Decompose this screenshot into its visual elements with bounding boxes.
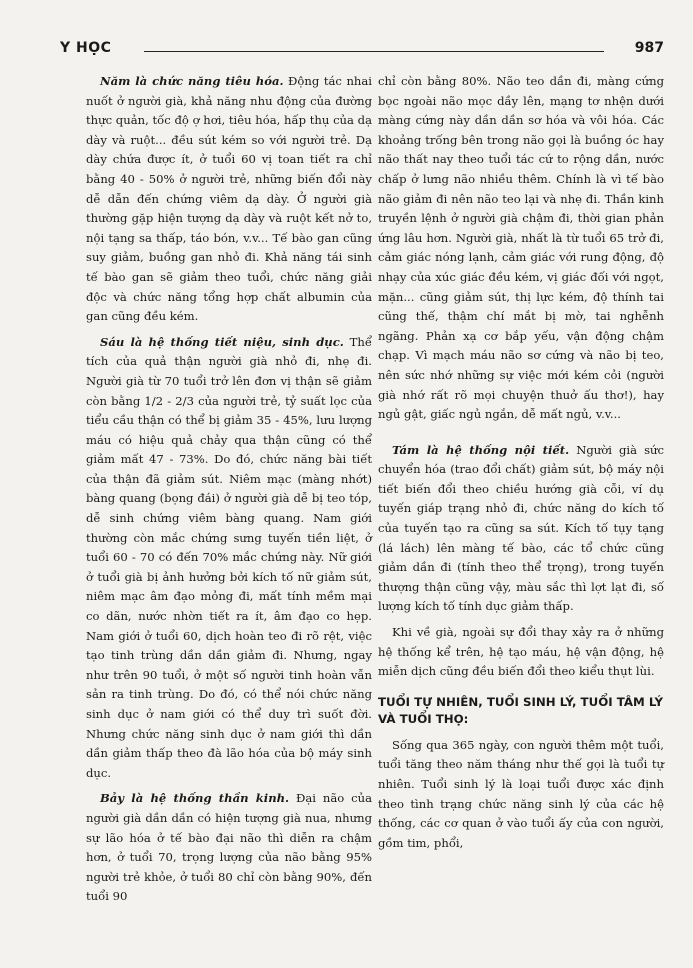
page-header [60,40,664,62]
paragraph-lead: Sáu là hệ thống tiết niệu, sinh dục. [100,334,344,349]
paragraph-body: Thể tích của quả thận người già nhỏ đi, nhẹ đi. Người già từ 70 tuổi trở lên đơn vị thận sẽ giảm còn bằng 1/2 - 2/3 của người trẻ, tỷ suất lọc của tiểu cầu thận có thể bị giảm 35 - 45%, lưu lượng máu có hiệu quả chảy qua thận cũng có thể giảm mất 47 - 73%. Do đó, chức năng bài tiết của thận đã giảm sút. Niêm mạc (màng nhớt) bàng quang (bọng đái) ở người già dễ bị teo tóp, dễ sinh chứng viêm bàng quang. Nam giới thường còn mắc chứng sưng tuyến tiền liệt, ở tuổi 60 - 70 có đến 70% mắc chứng này. Nữ giới ở tuổi già bị ảnh hưởng bởi kích tố nữ giảm sút, niêm mạc âm đạo mỏng đi, mất tính mềm mại co dãn, nước nhờn tiết ra ít, âm đạo co hẹp. Nam giới ở tuổi 60, dịch hoàn teo đi rõ rệt, việc tạo tinh trùng dần dần giảm đi. Nhưng, ngay như trên 90 tuổi, ở một số người tinh hoàn vẫn sản ra tinh trùng. Do đó, có thể nói chức năng sinh dục ở nam giới có thể duy trì suốt đời. Nhưng chức năng sinh dục ở nam giới thì dần dần giảm thấp theo đà lão hóa của bộ máy sinh dục. [86,334,372,780]
right-column [378,72,664,853]
paragraph-lead: Bảy là hệ thống thần kinh. [100,791,290,806]
left-column [86,72,372,907]
running-head-title: Y HỌC [60,40,112,56]
paragraph-urinary [86,333,372,784]
paragraph-body: Động tác nhai nuốt ở người già, khả năng nhu động của đường thực quản, tốc độ ợ hơi, tiêu hóa, hấp thụ của dạ dày và ruột... đều sút kém so với người trẻ. Dạ dày chứa được ít, ở tuổi 60 vị toan tiết ra chỉ bằng 40 - 50% ở người trẻ, những biến đổi này dễ dẫn đến chứng viêm dạ dày. Ở người già thường gặp hiện tượng dạ dày và ruột kết nở to, nội tạng sa thấp, táo bón, v.v... Tế bào gan cũng suy giảm, buồng gan nhỏ đi. Khả năng tái sinh tế bào gan sẽ giảm theo tuổi, chức năng giải độc và chức năng tổng hợp chất albumin của gan cũng đều kém. [86,74,372,324]
paragraph-endocrine [378,441,664,617]
section-heading: TUỔI TỰ NHIÊN, TUỔI SINH LÝ, TUỔI TÂM LÝ VÀ TUỔI THỌ: [378,694,664,726]
paragraph-other-systems [378,623,664,682]
paragraph-body: chỉ còn bằng 80%. Não teo dần đi, màng cứng bọc ngoài não mọc dầy lên, mạng tơ nhện dưới màng cứng này dần dần sơ hóa và vôi hóa. Các khoảng trống bên trong não gọi là buồng óc hay não thất nay theo tuổi tác cứ to rộng dần, nước chấp ở lưng não nhiều thêm. Chính là vì tế bào não giảm đi nên não teo lại và nhẹ đi. Thần kinh truyền lệnh ở người già chậm đi, thời gian phản ứng lâu hơn. Người già, nhất là từ tuổi 65 trở đi, cảm giác nóng lạnh, cảm giác với rung động, độ nhạy của xúc giác đều kém, vị giác đối với ngọt, mặn... cũng giảm sút, thị lực kém, độ thính tai cũng thế, thậm chí mắt bị mờ, tai nghễnh ngãng. Phản xạ cơ bắp yếu, vận động chậm chạp. Vì mạch máu não sơ cứng và não bị teo, nên sức nhớ những sự việc mới kém cỏi (người già nhớ rất rõ mọi chuyện thuở ấu thơ!), hay ngủ gật, giấc ngủ ngắn, dễ mất ngủ, v.v... [378,74,664,422]
paragraph-natural-age [378,736,664,854]
paragraph-digestion [86,72,372,327]
paragraph-nervous [86,789,372,907]
paragraph-body: Đại não của người già dần dần có hiện tượng già nua, nhưng sự lão hóa ở tế bào đại não thì diễn ra chậm hơn, ở tuổi 70, trọng lượng của não bằng 95% người trẻ khỏe, ở tuổi 80 chỉ còn bằng 90%, đến tuổi 90 [86,791,372,904]
paragraph-body: Sống qua 365 ngày, con người thêm một tuổi, tuổi tăng theo năm tháng như thế gọi là tuổi tự nhiên. Tuổi sinh lý là loại tuổi được xác định theo tình trạng chức năng sinh lý của các hệ thống, các cơ quan ở vào tuổi ấy của con người, gồm tim, phổi, [378,737,664,850]
paragraph-body: Khi về già, ngoài sự đổi thay xảy ra ở những hệ thống kể trên, hệ tạo máu, hệ vận động, hệ miễn dịch cũng đều biến đổi theo kiểu thụt lùi. [378,625,664,679]
paragraph-body: Người già sức chuyển hóa (trao đổi chất) giảm sút, bộ máy nội tiết biến đổi theo chiều hướng già cỗi, ví dụ tuyến giáp trạng nhỏ đi, chức năng do kích tố của tuyến tạo ra cũng sa sút. Kích tố tụy tạng (lá lách) lên màng tế bào, các tổ chức cũng giảm dần đi (tính theo thể trọng), trong tuyến thượng thận cũng vậy, màu sắc thì lợt lạt đi, số lượng kích tố tính dục giảm thấp. [378,442,664,614]
header-divider [144,51,604,52]
paragraph-lead: Năm là chức năng tiêu hóa. [100,74,284,88]
paragraph-lead: Tám là hệ thống nội tiết. [392,442,570,457]
page-number: 987 [634,40,664,56]
paragraph-nervous-continued [378,72,664,425]
